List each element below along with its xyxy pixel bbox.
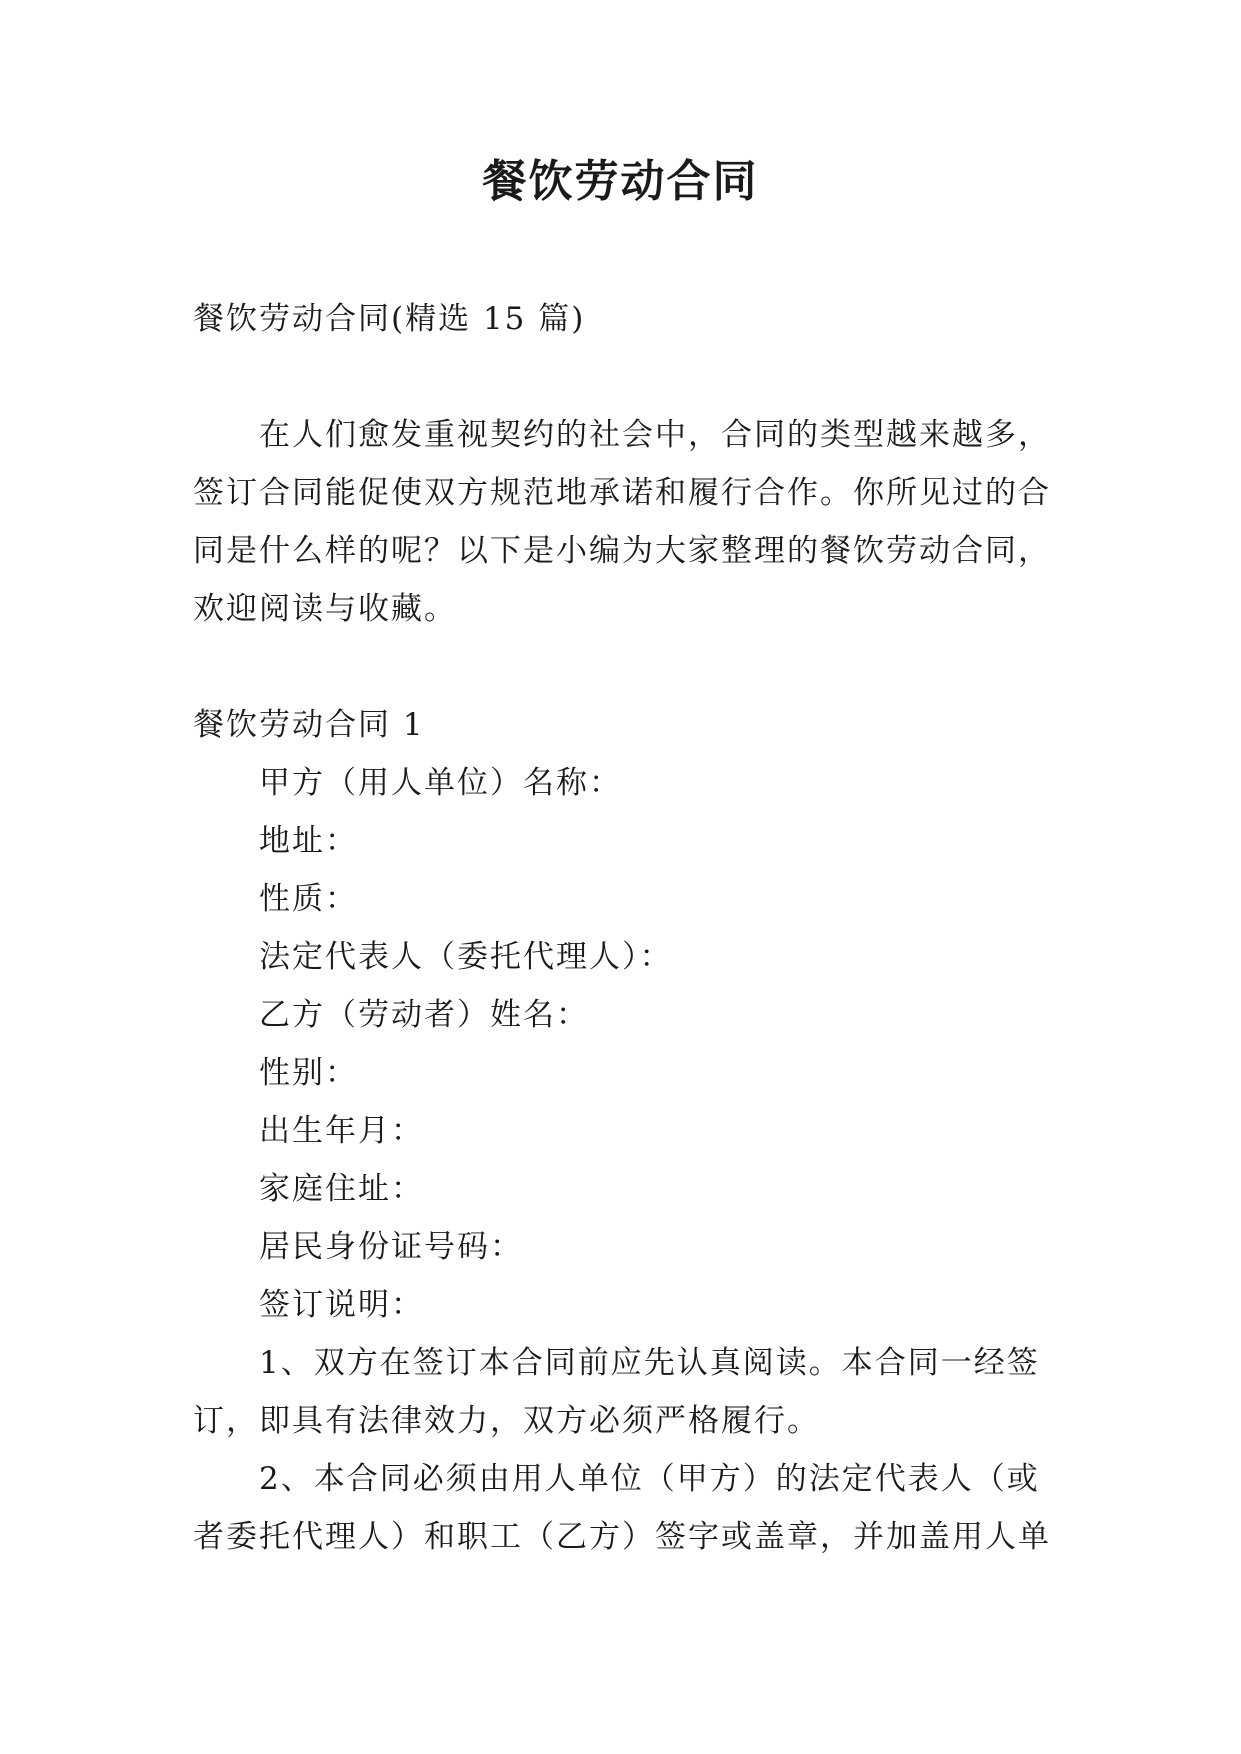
field-home-address: 家庭住址： [259,1171,424,1207]
field-party-b-name: 乙方（劳动者）姓名： [259,997,589,1033]
field-birth-date: 出生年月： [259,1113,424,1149]
document-subtitle: 餐饮劳动合同(精选 15 篇) [193,301,586,337]
document-title: 餐饮劳动合同 [482,156,759,207]
document-body [193,290,1053,1566]
clause-1: 1、双方在签订本合同前应先认真阅读。本合同一经签订，即具有法律效力，双方必须严格履行。 [193,1345,1040,1439]
field-signing-notes: 签订说明： [259,1287,424,1323]
field-id-number: 居民身份证号码： [259,1229,523,1265]
field-gender: 性别： [259,1055,358,1091]
field-nature: 性质： [259,881,358,917]
field-address: 地址： [259,823,358,859]
clause-2: 2、本合同必须由用人单位（甲方）的法定代表人（或者委托代理人）和职工（乙方）签字或盖章，并加盖用人单 [193,1461,1051,1555]
intro-paragraph: 在人们愈发重视契约的社会中，合同的类型越来越多，签订合同能促使双方规范地承诺和履行合作。你所见过的合同是什么样的呢？以下是小编为大家整理的餐饮劳动合同，欢迎阅读与收藏。 [193,417,1051,627]
field-party-a-name: 甲方（用人单位）名称： [259,765,622,801]
field-legal-representative: 法定代表人（委托代理人）： [259,939,673,975]
section-heading: 餐饮劳动合同 1 [193,707,425,743]
